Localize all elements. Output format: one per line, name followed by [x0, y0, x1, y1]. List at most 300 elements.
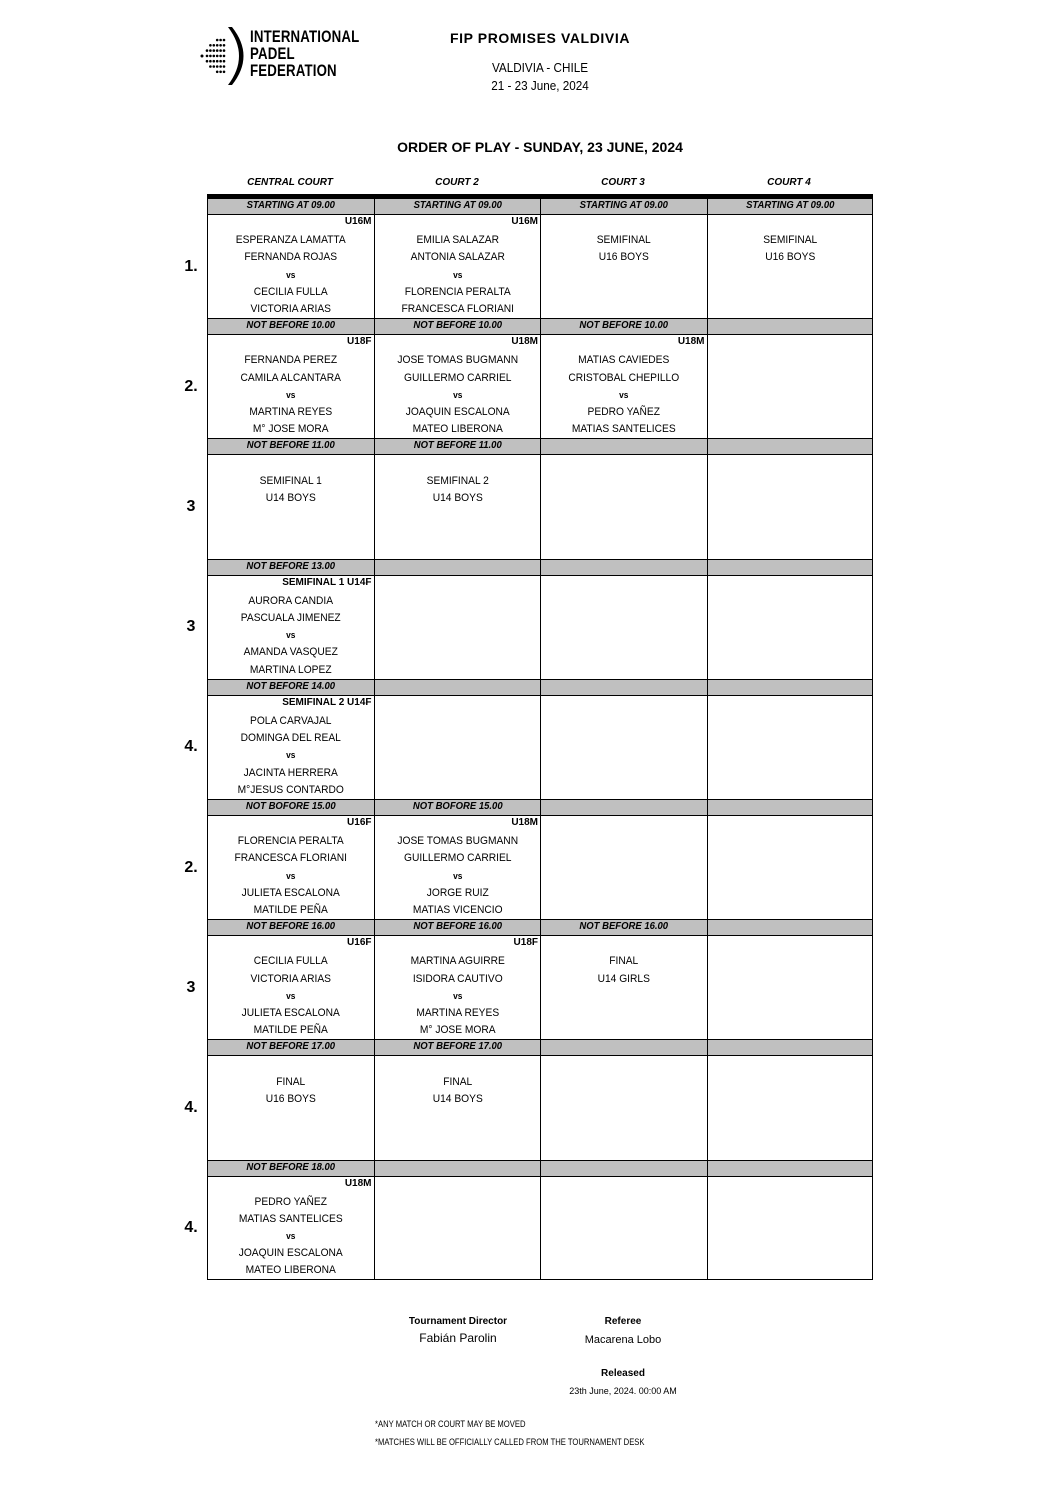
match-category: U18F	[513, 937, 538, 949]
match-cell	[374, 1160, 541, 1280]
player-name	[214, 1125, 368, 1142]
player-name	[713, 1005, 866, 1022]
player-name: ESPERANZA LAMATTA	[235, 234, 346, 247]
player-name	[547, 850, 701, 867]
match-time: STARTING AT 09.00	[246, 200, 335, 211]
match-time: NOT BEFORE 13.00	[246, 560, 336, 572]
match-category	[708, 335, 873, 352]
round-label: 3	[186, 497, 196, 515]
player-name	[713, 1074, 866, 1091]
player-name	[380, 713, 534, 730]
player-name: SEMIFINAL 1	[259, 474, 322, 487]
match-time: NOT BEFORE 10.00	[246, 320, 336, 332]
versus-label: vs	[452, 269, 462, 280]
match-cell	[374, 438, 541, 558]
player-name: U14 GIRLS	[597, 972, 650, 985]
logo-line: INTERNATIONAL	[250, 27, 360, 46]
player-name	[214, 1108, 368, 1125]
player-name: PASCUALA JIMENEZ	[240, 611, 341, 624]
player-name: POLA CARVAJAL	[249, 714, 332, 727]
match-category: SEMIFINAL 1 U14F	[282, 576, 372, 588]
player-name	[380, 1142, 534, 1159]
player-name	[547, 1262, 701, 1279]
match-cell	[540, 318, 707, 438]
player-name: JOAQUIN ESCALONA	[405, 405, 510, 418]
match-cell	[707, 919, 874, 1039]
match-time: NOT BEFORE 16.00	[246, 921, 336, 933]
match-category	[375, 696, 541, 713]
player-name: MATEO LIBERONA	[245, 1264, 336, 1277]
match-category	[208, 1056, 374, 1073]
match-category: SEMIFINAL 2 U14F	[282, 696, 372, 708]
player-name	[713, 765, 866, 782]
player-name	[713, 610, 866, 627]
match-time: NOT BEFORE 16.00	[579, 921, 669, 933]
round-label: 4.	[184, 738, 198, 756]
match-cell	[374, 198, 541, 318]
player-name	[380, 507, 534, 524]
player-name: JULIETA ESCALONA	[241, 1006, 340, 1019]
player-name	[380, 1194, 534, 1211]
player-name	[713, 404, 866, 421]
footer-note: *ANY MATCH OR COURT MAY BE MOVED	[375, 1419, 526, 1429]
round-label: 4.	[184, 1219, 198, 1237]
match-cell	[207, 799, 374, 919]
match-time	[545, 438, 702, 455]
player-name	[380, 627, 534, 644]
court-header: COURT 4	[767, 177, 811, 188]
player-name: ISIDORA CAUTIVO	[412, 972, 503, 985]
player-name	[713, 387, 866, 404]
player-name: U16 BOYS	[598, 251, 649, 264]
match-time: NOT BEFORE 14.00	[246, 680, 336, 692]
match-time: NOT BEFORE 10.00	[412, 320, 502, 332]
player-name: U14 BOYS	[432, 1092, 483, 1105]
match-cell	[540, 679, 707, 799]
match-time: NOT BEFORE 17.00	[246, 1041, 336, 1053]
match-time	[545, 559, 702, 576]
versus-label: vs	[286, 750, 296, 761]
player-name: U14 BOYS	[432, 491, 483, 504]
versus-label: vs	[286, 870, 296, 881]
versus-label: vs	[286, 389, 296, 400]
player-name	[547, 833, 701, 850]
match-category	[708, 696, 873, 713]
match-cell	[207, 1039, 374, 1159]
match-cell	[374, 318, 541, 438]
player-name	[713, 284, 866, 301]
player-name	[713, 421, 866, 438]
time-slot-block	[184, 318, 873, 438]
match-time	[545, 1160, 702, 1177]
player-name	[713, 713, 866, 730]
court-header: COURT 3	[601, 177, 645, 188]
match-category: U18F	[347, 336, 372, 348]
player-name: VICTORIA ARIAS	[250, 972, 332, 985]
time-slot-block	[184, 1039, 873, 1159]
player-name	[547, 662, 701, 679]
match-category	[708, 816, 873, 833]
player-name	[713, 782, 866, 799]
event-location: VALDIVIA - CHILE	[491, 60, 589, 75]
player-name	[380, 662, 534, 679]
director-name: Fabián Parolin	[419, 1331, 497, 1345]
player-name: VICTORIA ARIAS	[250, 302, 332, 315]
player-name	[713, 662, 866, 679]
match-cell	[374, 1039, 541, 1159]
match-cell	[707, 198, 874, 318]
match-time: STARTING AT 09.00	[579, 200, 668, 211]
match-category	[375, 1177, 541, 1194]
player-name	[380, 730, 534, 747]
player-name: U16 BOYS	[764, 251, 815, 264]
match-time	[712, 438, 868, 455]
court-header: CENTRAL COURT	[247, 177, 333, 188]
player-name	[547, 730, 701, 747]
match-category: U18M	[677, 336, 705, 348]
player-name	[547, 1142, 701, 1159]
player-name	[713, 988, 866, 1005]
player-name: MATILDE PEÑA	[253, 903, 328, 916]
player-name: MATIAS CAVIEDES	[578, 354, 670, 367]
player-name: M°JESUS CONTARDO	[237, 783, 344, 796]
player-name	[713, 370, 866, 387]
director-label: Tournament Director	[408, 1316, 508, 1327]
player-name: MATILDE PEÑA	[253, 1024, 328, 1037]
player-name	[713, 850, 866, 867]
player-name	[380, 593, 534, 610]
player-name: FRANCESCA FLORIANI	[400, 302, 514, 315]
match-time: NOT BEFORE 10.00	[579, 320, 669, 332]
player-name	[380, 1245, 534, 1262]
player-name	[547, 1245, 701, 1262]
player-name	[380, 644, 534, 661]
player-name	[547, 507, 701, 524]
player-name: GUILLERMO CARRIEL	[403, 852, 511, 865]
match-cell	[207, 559, 374, 679]
player-name	[713, 833, 866, 850]
match-cell	[207, 1160, 374, 1280]
player-name	[547, 713, 701, 730]
match-category	[708, 1056, 873, 1073]
player-name: AURORA CANDIA	[248, 594, 334, 607]
match-time	[545, 1039, 702, 1056]
player-name	[547, 902, 701, 919]
player-name	[547, 473, 701, 490]
round-label: 3	[186, 978, 196, 996]
event-dates: 21 - 23 June, 2024	[491, 78, 589, 93]
time-slot-block	[186, 438, 873, 558]
match-time: NOT BEFORE 18.00	[246, 1161, 336, 1173]
player-name	[547, 765, 701, 782]
match-time: NOT BEFORE 16.00	[412, 921, 502, 933]
match-time: NOT BOFORE 15.00	[412, 800, 503, 812]
time-slot-block	[184, 679, 873, 799]
player-name	[713, 627, 866, 644]
match-cell	[207, 198, 374, 318]
player-name	[547, 1228, 701, 1245]
versus-label: vs	[286, 990, 296, 1001]
match-cell	[374, 559, 541, 679]
match-cell	[540, 198, 707, 318]
player-name	[547, 267, 701, 284]
player-name: JACINTA HERRERA	[243, 766, 338, 779]
match-cell	[374, 799, 541, 919]
player-name	[713, 593, 866, 610]
versus-label: vs	[452, 990, 462, 1001]
referee-label: Referee	[604, 1316, 642, 1327]
match-time: NOT BEFORE 11.00	[246, 440, 335, 452]
player-name	[380, 1125, 534, 1142]
player-name	[713, 1108, 866, 1125]
match-category	[708, 936, 873, 953]
match-category	[541, 455, 707, 472]
match-category	[541, 696, 707, 713]
match-time: STARTING AT 09.00	[745, 200, 834, 211]
round-label: 4.	[184, 1098, 198, 1116]
match-category	[541, 576, 707, 593]
player-name	[547, 782, 701, 799]
match-category	[541, 816, 707, 833]
player-name	[713, 1211, 866, 1228]
match-cell	[540, 559, 707, 679]
player-name	[547, 747, 701, 764]
player-name	[713, 1091, 866, 1108]
player-name	[380, 541, 534, 558]
player-name	[713, 267, 866, 284]
player-name: U14 BOYS	[265, 491, 316, 504]
match-cell	[707, 318, 874, 438]
player-name	[547, 1074, 701, 1091]
player-name	[547, 1125, 701, 1142]
match-category: U18M	[511, 816, 538, 828]
match-category	[708, 1177, 873, 1194]
player-name: SEMIFINAL 2	[426, 474, 489, 487]
versus-label: vs	[286, 630, 296, 641]
player-name	[547, 284, 701, 301]
round-label: 1.	[184, 257, 198, 275]
player-name	[713, 747, 866, 764]
referee-name: Macarena Lobo	[584, 1334, 662, 1346]
round-label: 3	[186, 618, 196, 636]
player-name: CECILIA FULLA	[253, 955, 328, 968]
player-name	[547, 868, 701, 885]
match-cell	[374, 679, 541, 799]
player-name: MATIAS SANTELICES	[571, 423, 676, 436]
match-category	[375, 576, 541, 593]
match-category: U18M	[344, 1177, 372, 1189]
player-name	[380, 747, 534, 764]
match-time	[712, 799, 868, 816]
match-cell	[707, 799, 874, 919]
player-name	[547, 1194, 701, 1211]
versus-label: vs	[619, 389, 629, 400]
player-name	[547, 627, 701, 644]
player-name: JOSE TOMAS BUGMANN	[396, 835, 518, 848]
match-time	[379, 679, 536, 696]
player-name	[547, 1091, 701, 1108]
player-name: JULIETA ESCALONA	[241, 886, 340, 899]
time-slot-block	[184, 1160, 873, 1280]
player-name: FLORENCIA PERALTA	[237, 835, 344, 848]
player-name: SEMIFINAL	[762, 234, 817, 247]
player-name: AMANDA VASQUEZ	[243, 646, 338, 659]
match-time	[712, 318, 868, 335]
match-cell	[207, 919, 374, 1039]
match-time	[712, 919, 868, 936]
match-category	[708, 215, 873, 232]
match-time: NOT BOFORE 15.00	[245, 800, 336, 812]
versus-label: vs	[286, 269, 296, 280]
round-label: 2.	[184, 377, 198, 395]
player-name: DOMINGA DEL REAL	[240, 732, 341, 745]
match-category	[708, 455, 873, 472]
player-name	[713, 1228, 866, 1245]
player-name: FINAL	[442, 1075, 472, 1088]
player-name	[214, 541, 368, 558]
player-name	[713, 490, 866, 507]
match-category: U16M	[511, 216, 538, 227]
player-name	[713, 524, 866, 541]
match-category: U16M	[344, 216, 372, 227]
court-header: COURT 2	[435, 177, 479, 188]
player-name: CAMILA ALCANTARA	[240, 371, 341, 384]
player-name: M° JOSE MORA	[419, 1024, 496, 1037]
player-name: GUILLERMO CARRIEL	[403, 371, 511, 384]
player-name	[713, 971, 866, 988]
player-name	[713, 541, 866, 558]
player-name: FINAL	[276, 1075, 306, 1088]
player-name	[214, 507, 368, 524]
player-name: SEMIFINAL	[596, 234, 651, 247]
player-name: ANTONIA SALAZAR	[410, 251, 505, 264]
player-name	[713, 1262, 866, 1279]
released-value: 23th June, 2024. 00:00 AM	[569, 1386, 677, 1396]
match-cell	[540, 919, 707, 1039]
player-name	[713, 1022, 866, 1039]
player-name	[713, 1245, 866, 1262]
player-name: PEDRO YAÑEZ	[254, 1195, 327, 1208]
player-name: MARTINA REYES	[415, 1006, 499, 1019]
match-time	[545, 799, 702, 816]
player-name	[380, 782, 534, 799]
player-name	[547, 1005, 701, 1022]
player-name: EMILIA SALAZAR	[416, 234, 499, 247]
player-name: PEDRO YAÑEZ	[587, 405, 660, 418]
player-name	[547, 593, 701, 610]
player-name	[380, 1228, 534, 1245]
player-name	[547, 524, 701, 541]
match-cell	[374, 919, 541, 1039]
match-category	[375, 455, 541, 472]
match-category	[541, 936, 707, 953]
event-title: FIP PROMISES VALDIVIA	[449, 30, 631, 46]
player-name	[380, 765, 534, 782]
round-label: 2.	[184, 858, 198, 876]
player-name	[713, 352, 866, 369]
player-name: FERNANDA ROJAS	[244, 251, 338, 264]
player-name	[713, 868, 866, 885]
match-cell	[707, 679, 874, 799]
logo-text	[250, 28, 359, 79]
match-time	[379, 559, 536, 576]
player-name: CRISTOBAL CHEPILLO	[568, 371, 680, 384]
match-category	[541, 1056, 707, 1073]
player-name	[380, 524, 534, 541]
versus-label: vs	[452, 389, 462, 400]
player-name	[713, 1194, 866, 1211]
match-time	[379, 1160, 536, 1177]
player-name	[380, 1211, 534, 1228]
released-label: Released	[601, 1368, 645, 1379]
order-of-play-title: ORDER OF PLAY - SUNDAY, 23 JUNE, 2024	[397, 139, 683, 155]
player-name	[713, 953, 866, 970]
player-name	[547, 1022, 701, 1039]
match-category: U16F	[347, 816, 372, 828]
player-name	[713, 1142, 866, 1159]
player-name: MARTINA AGUIRRE	[410, 955, 505, 968]
match-category: U16F	[347, 937, 372, 949]
match-time: NOT BEFORE 17.00	[412, 1041, 502, 1053]
match-time: NOT BEFORE 11.00	[413, 440, 502, 452]
match-time: STARTING AT 09.00	[413, 200, 502, 211]
match-category	[541, 1177, 707, 1194]
match-time	[712, 1160, 868, 1177]
match-cell	[207, 438, 374, 558]
player-name: FRANCESCA FLORIANI	[234, 852, 348, 865]
time-slot-block	[186, 919, 873, 1039]
player-name	[547, 644, 701, 661]
player-name	[547, 885, 701, 902]
match-category: U18M	[511, 336, 538, 348]
player-name	[380, 1108, 534, 1125]
footer-note: *MATCHES WILL BE OFFICIALLY CALLED FROM THE TOURNAMENT DESK	[375, 1437, 645, 1447]
time-slot-block	[184, 799, 873, 919]
player-name	[547, 1108, 701, 1125]
player-name: MARTINA REYES	[249, 405, 333, 418]
player-name: FLORENCIA PERALTA	[404, 285, 511, 298]
player-name: CECILIA FULLA	[253, 285, 328, 298]
match-cell	[707, 1039, 874, 1159]
player-name	[713, 1125, 866, 1142]
match-time	[712, 559, 868, 576]
player-name	[547, 541, 701, 558]
versus-label: vs	[452, 870, 462, 881]
player-name: MATIAS SANTELICES	[238, 1212, 343, 1225]
match-cell	[707, 1160, 874, 1280]
match-cell	[540, 1160, 707, 1280]
grid-bottom-border	[207, 1279, 873, 1280]
player-name	[380, 610, 534, 627]
player-name	[547, 1211, 701, 1228]
player-name: MATIAS VICENCIO	[412, 903, 503, 916]
player-name	[547, 301, 701, 318]
match-time	[712, 1039, 868, 1056]
player-name	[713, 885, 866, 902]
player-name	[713, 730, 866, 747]
player-name	[713, 507, 866, 524]
player-name: FERNANDA PEREZ	[244, 354, 338, 367]
player-name	[713, 473, 866, 490]
player-name: JOSE TOMAS BUGMANN	[396, 354, 518, 367]
player-name	[380, 1262, 534, 1279]
player-name	[547, 988, 701, 1005]
player-name	[214, 1142, 368, 1159]
match-time	[545, 679, 702, 696]
match-cell	[207, 318, 374, 438]
player-name: JOAQUIN ESCALONA	[238, 1247, 343, 1260]
match-cell	[707, 438, 874, 558]
